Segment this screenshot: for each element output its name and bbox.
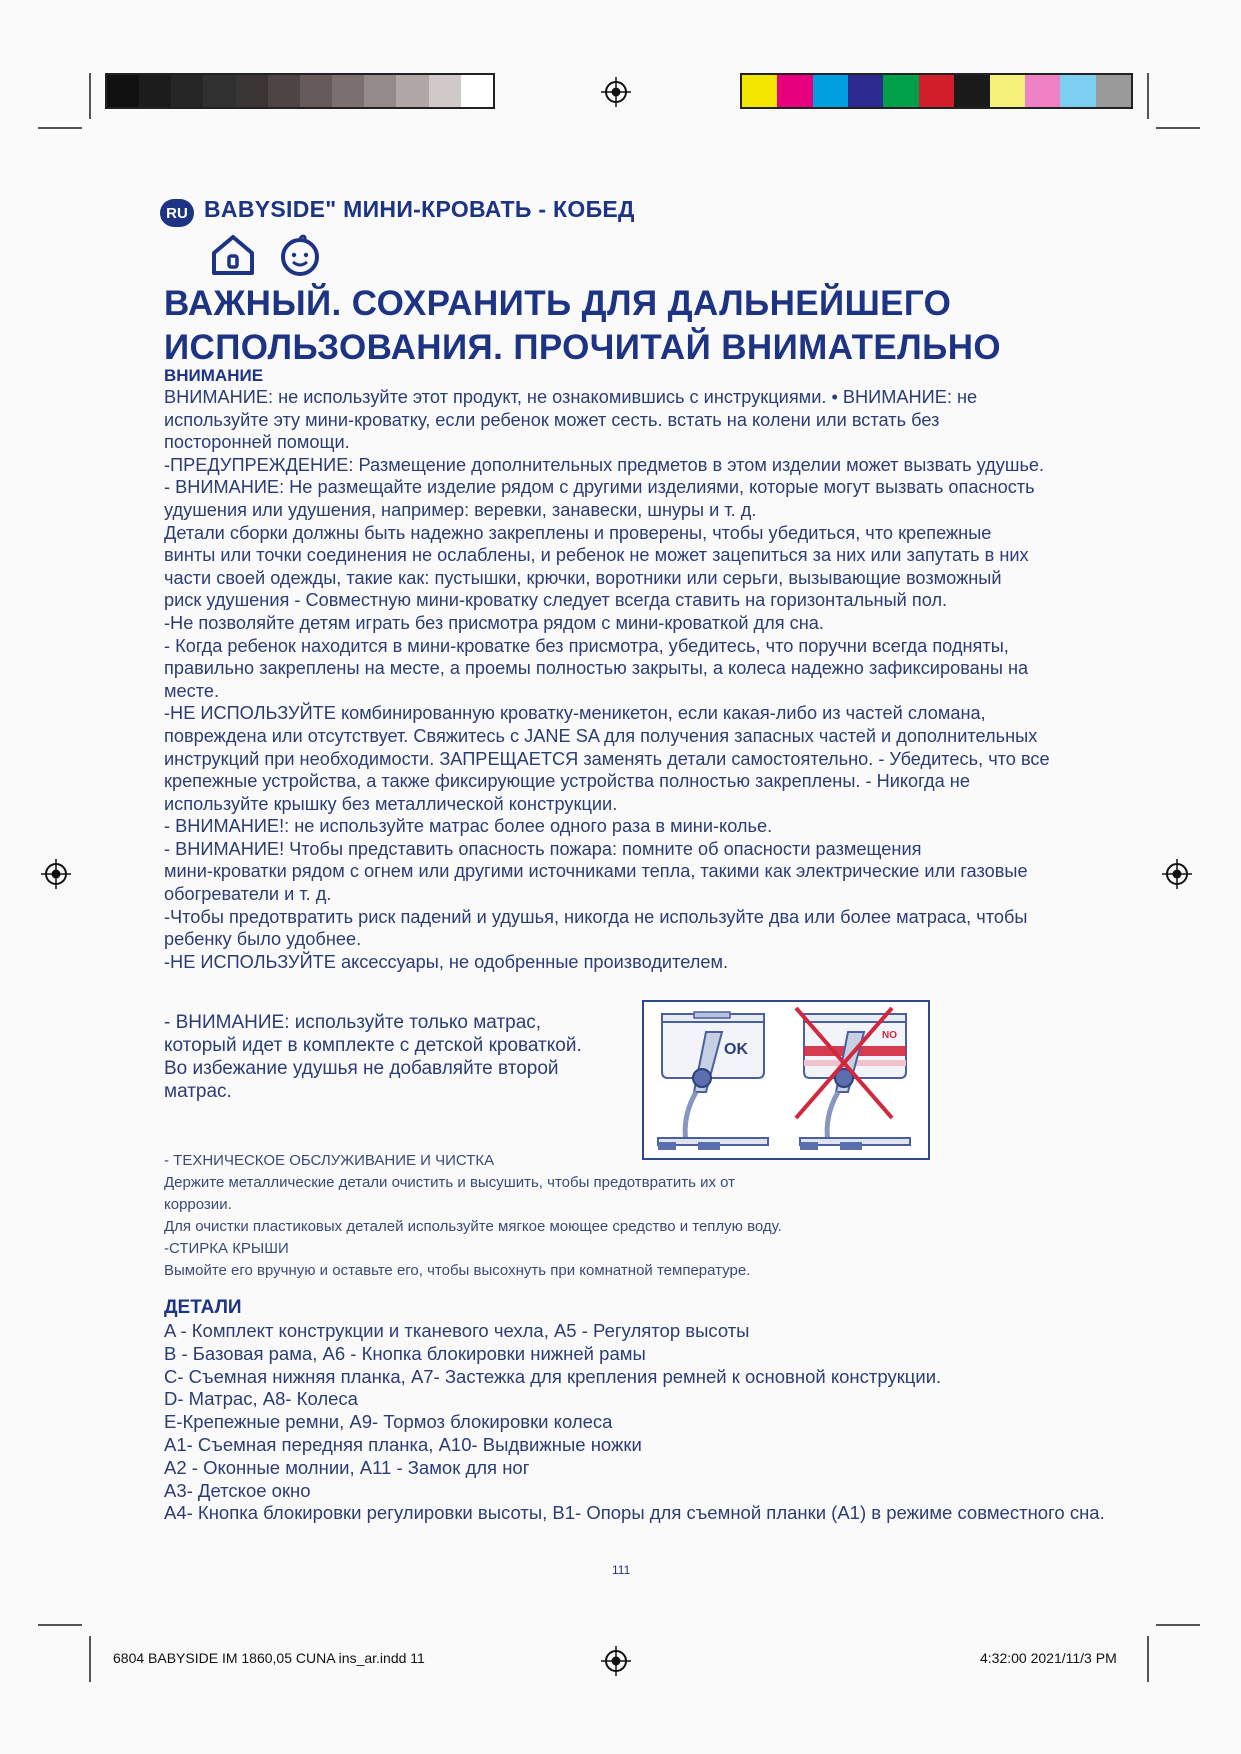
grayscale-color-bar — [105, 73, 495, 109]
maintenance-line: Для очистки пластиковых деталей используйте мягкое моющее средство и теплую воду. — [164, 1218, 782, 1235]
mattress-line: - ВНИМАНИЕ: используйте только матрас, — [164, 1012, 542, 1033]
color-swatch — [742, 75, 777, 107]
page-number: 111 — [612, 1563, 631, 1577]
color-swatch — [883, 75, 918, 107]
crop-mark — [38, 1624, 82, 1626]
registration-mark-icon — [601, 1646, 631, 1676]
warning-line: обогреватели и т. д. — [164, 884, 332, 905]
crop-mark — [89, 73, 91, 119]
maintenance-line: Держите металлические детали очистить и высушить, чтобы предотвратить их от — [164, 1174, 736, 1191]
warning-line: -Чтобы предотвратить риск падений и удушья, никогда не используйте два или более матраса, чтобы — [164, 906, 1028, 927]
details-line: C- Съемная нижняя планка, A7- Застежка для крепления ремней к основной конструкции. — [164, 1365, 942, 1387]
details-line: A3- Детское окно — [164, 1479, 311, 1501]
warning-line: ВНИМАНИЕ: не используйте этот продукт, не ознакомившись с инструкциями. • ВНИМАНИЕ: не — [164, 387, 978, 407]
maintenance-line: - ТЕХНИЧЕСКОЕ ОБСЛУЖИВАНИЕ И ЧИСТКА — [164, 1152, 495, 1169]
color-swatch — [954, 75, 989, 107]
color-swatch — [461, 75, 493, 107]
no-label: NO — [882, 1030, 897, 1041]
footer-file-info: 6804 BABYSIDE IM 1860,05 CUNA ins_ar.indd 11 — [113, 1650, 425, 1666]
warning-line: правильно закреплены на месте, а проемы полностью закрыты, а колеса надежно зафиксированы на — [164, 658, 1029, 679]
color-swatch — [1096, 75, 1131, 107]
color-swatch — [300, 75, 332, 107]
warning-line: используйте эту мини-кроватку, если ребенок может сесть. встать на колени или встать без — [164, 409, 940, 430]
mattress-line: который идет в комплекте с детской кроваткой. — [164, 1035, 582, 1056]
no-cot-drawing — [796, 1008, 910, 1150]
color-swatch — [813, 75, 848, 107]
baby-face-icon — [278, 233, 322, 277]
warning-line: удушения или удушения, например: веревки, занавески, шнуры и т. д. — [164, 499, 757, 520]
crop-mark — [89, 1636, 91, 1682]
warning-line: используйте крышку без металлической конструкции. — [164, 793, 618, 814]
maintenance-section — [164, 1150, 944, 1282]
color-swatch — [396, 75, 428, 107]
process-color-bar — [740, 73, 1133, 109]
page-title — [164, 282, 1001, 370]
warning-line: -Не позволяйте детям играть без присмотра рядом с мини-кроваткой для сна. — [164, 612, 824, 633]
mattress-warning — [164, 1011, 634, 1103]
color-swatch — [1060, 75, 1095, 107]
mattress-line: матрас. — [164, 1081, 232, 1102]
crop-mark — [1147, 73, 1149, 119]
warning-line: повреждена или отсутствует. Свяжитесь с JANE SA для получения запасных частей и дополнительных — [164, 725, 1038, 746]
ok-cot-drawing — [658, 1012, 768, 1150]
details-line: A - Комплект конструкции и тканевого чехла, A5 - Регулятор высоты — [164, 1320, 750, 1341]
color-swatch — [429, 75, 461, 107]
warning-line: ребенку было удобнее. — [164, 929, 362, 950]
warning-line: - ВНИМАНИЕ! Чтобы представить опасность пожара: помните об опасности размещения — [164, 838, 922, 859]
color-swatch — [364, 75, 396, 107]
color-swatch — [268, 75, 300, 107]
crop-mark — [1156, 1624, 1200, 1626]
color-swatch — [919, 75, 954, 107]
details-line: B - Базовая рама, A6 - Кнопка блокировки нижней рамы — [164, 1342, 646, 1364]
crop-mark — [1147, 1636, 1149, 1682]
warning-line: мини-кроватки рядом с огнем или другими источниками тепла, такими как электрические или газовые — [164, 861, 1028, 882]
warning-line: части своей одежды, такие как: пустышки, крючки, воротники или серьги, вызывающие возможный — [164, 567, 1002, 588]
title-line: ИСПОЛЬЗОВАНИЯ. ПРОЧИТАЙ ВНИМАТЕЛЬНО — [164, 328, 1001, 367]
warning-line: месте. — [164, 680, 220, 701]
footer-timestamp: 4:32:00 2021/11/3 PM — [980, 1650, 1117, 1666]
language-badge: RU — [160, 199, 194, 227]
registration-mark-icon — [1162, 859, 1192, 889]
warning-line: -ПРЕДУПРЕЖДЕНИЕ: Размещение дополнительных предметов в этом изделии может вызвать удушье. — [164, 454, 1045, 475]
color-swatch — [848, 75, 883, 107]
warning-line: посторонней помощи. — [164, 432, 350, 453]
color-swatch — [1025, 75, 1060, 107]
warning-line: Детали сборки должны быть надежно закреплены и проверены, чтобы убедиться, что крепежные — [164, 522, 992, 543]
title-line: ВАЖНЫЙ. СОХРАНИТЬ ДЛЯ ДАЛЬНЕЙШЕГО — [164, 284, 952, 323]
color-swatch — [139, 75, 171, 107]
warning-line: крепежные устройства, а также фиксирующие устройства полностью закреплены. - Никогда не — [164, 771, 970, 792]
house-icon — [210, 233, 256, 277]
details-heading: ДЕТАЛИ — [164, 1297, 242, 1318]
color-swatch — [332, 75, 364, 107]
color-swatch — [107, 75, 139, 107]
details-line: A1- Съемная передняя планка, A10- Выдвижные ножки — [164, 1433, 642, 1455]
details-list — [164, 1320, 1184, 1525]
details-line: E-Крепежные ремни, A9- Тормоз блокировки колеса — [164, 1411, 613, 1433]
warning-line: риск удушения - Совместную мини-кроватку следует всегда ставить на горизонтальный пол. — [164, 590, 948, 611]
crop-mark — [1156, 127, 1200, 129]
color-swatch — [171, 75, 203, 107]
maintenance-line: коррозии. — [164, 1196, 232, 1213]
warning-line: инструкций при необходимости. ЗАПРЕЩАЕТСЯ заменять детали самостоятельно. - Убедитесь, что все — [164, 748, 1050, 769]
maintenance-line: -СТИРКА КРЫШИ — [164, 1240, 289, 1257]
warning-line: - Когда ребенок находится в мини-кроватке без присмотра, убедитесь, что поручни всегда подняты, — [164, 635, 1009, 656]
product-title: BABYSIDE" МИНИ-КРОВАТЬ - КОБЕД — [204, 196, 635, 222]
details-line: D- Матрас, A8- Колеса — [164, 1388, 358, 1410]
color-swatch — [990, 75, 1025, 107]
color-swatch — [236, 75, 268, 107]
mattress-illustration — [642, 1000, 930, 1160]
warning-line: -НЕ ИСПОЛЬЗУЙТЕ аксессуары, не одобренные производителем. — [164, 951, 729, 972]
registration-mark-icon — [41, 859, 71, 889]
warning-line: - ВНИМАНИЕ!: не используйте матрас более одного раза в мини-колье. — [164, 816, 773, 837]
details-line: A2 - Оконные молнии, A11 - Замок для ног — [164, 1456, 530, 1478]
color-swatch — [203, 75, 235, 107]
cot-diagram — [644, 1002, 928, 1158]
ok-label: OK — [724, 1041, 748, 1058]
warning-line: -НЕ ИСПОЛЬЗУЙТЕ комбинированную кроватку-меникетон, если какая-либо из частей сломана, — [164, 703, 986, 724]
warning-line: - ВНИМАНИЕ: Не размещайте изделие рядом с другими изделиями, которые могут вызвать опасность — [164, 477, 1035, 498]
warning-heading: ВНИМАНИЕ — [164, 366, 264, 385]
registration-mark-icon — [601, 77, 631, 107]
maintenance-line: Вымойте его вручную и оставьте его, чтобы высохнуть при комнатной температуре. — [164, 1262, 751, 1279]
warning-body — [164, 386, 1144, 973]
color-swatch — [777, 75, 812, 107]
crop-mark — [38, 127, 82, 129]
warning-line: винты или точки соединения не ослаблены, и ребенок не может зацепиться за них или запутать в них — [164, 545, 1029, 566]
details-line: A4- Кнопка блокировки регулировки высоты, B1- Опоры для съемной планки (A1) в режиме совместного сна. — [164, 1502, 1105, 1524]
mattress-line: Во избежание удушья не добавляйте второй — [164, 1058, 559, 1079]
